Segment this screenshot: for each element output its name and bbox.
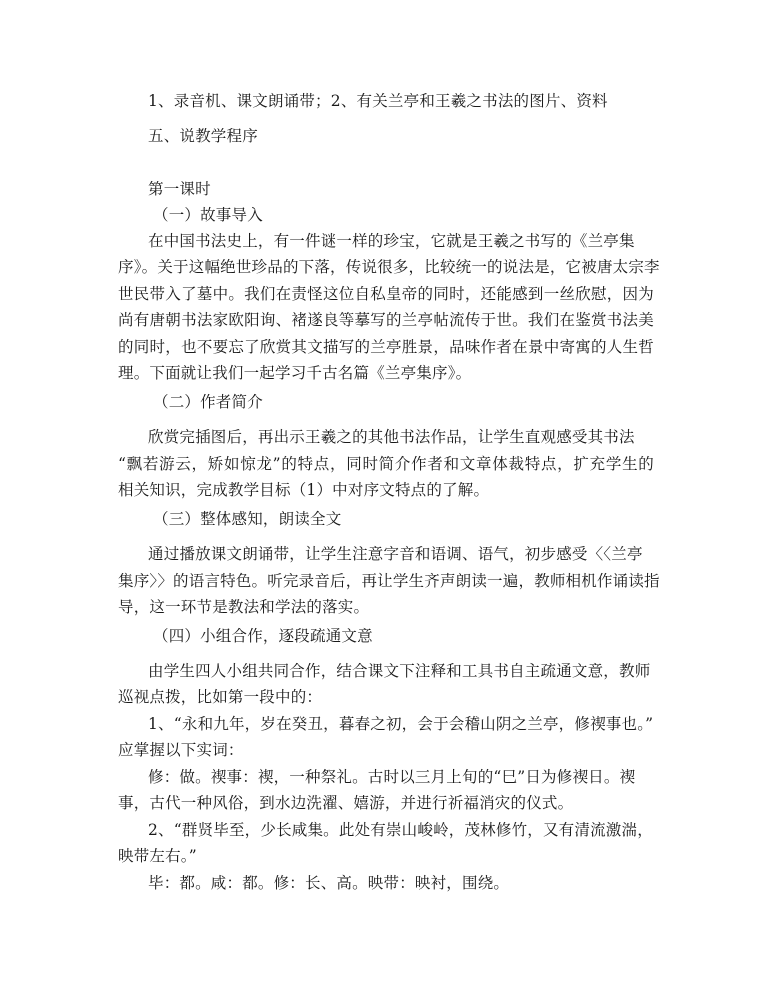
subsection-heading: （二）作者简介	[153, 393, 263, 411]
subsection-heading: （三）整体感知，朗读全文	[153, 510, 342, 528]
vocabulary-line: 修：做。禊事：禊，一种祭礼。古时以三月上旬的“巳”日为修禊日。禊	[148, 768, 636, 786]
paragraph-line: 序》。关于这幅绝世珍品的下落，传说很多，比较统一的说法是，它被唐太宗李	[118, 258, 660, 276]
paragraph-line: 集序〉〉的语言特色。听完录音后，再让学生齐声朗读一遍，教师相机作诵读指	[118, 572, 660, 590]
paragraph-line: 通过播放课文朗诵带，让学生注意字音和语调、语气，初步感受〈〈兰亭	[148, 545, 643, 563]
paragraph-line: 欣赏完插图后，再出示王羲之的其他书法作品，让学生直观感受其书法	[148, 428, 635, 446]
paragraph-line: 相关知识，完成教学目标（1）中对序文特点的了解。	[118, 481, 490, 499]
subsection-heading: （四）小组合作，逐段疏通文意	[153, 627, 373, 645]
subsection-heading: （一）故事导入	[153, 206, 263, 224]
paragraph-line: 在中国书法史上，有一件谜一样的珍宝，它就是王羲之书写的《兰亭集	[148, 232, 635, 250]
quoted-sentence: 2、“群贤毕至，少长咸集。此处有崇山峻岭，茂林修竹，又有清流激湍，	[148, 821, 653, 839]
section-heading: 五、说教学程序	[148, 127, 258, 145]
materials-line: 1、录音机、课文朗诵带；2、有关兰亭和王羲之书法的图片、资料	[148, 92, 608, 110]
quoted-sentence: 1、“永和九年，岁在癸丑，暮春之初，会于会稽山阴之兰亭，修禊事也。”	[148, 715, 654, 733]
paragraph-line: 导，这一环节是教法和学法的落实。	[118, 598, 370, 616]
paragraph-line: 理。下面就让我们一起学习千古名篇《兰亭集序》。	[118, 364, 472, 382]
paragraph-line: “飘若游云，矫如惊龙”的特点，同时简介作者和文章体裁特点，扩充学生的	[118, 455, 654, 473]
paragraph-line: 的同时，也不要忘了欣赏其文描写的兰亭胜景，品味作者在景中寄寓的人生哲	[118, 338, 654, 356]
paragraph-line: 由学生四人小组共同合作，结合课文下注释和工具书自主疏通文意，教师	[148, 662, 651, 680]
lesson-title: 第一课时	[148, 180, 211, 198]
paragraph-line: 尚有唐朝书法家欧阳询、褚遂良等摹写的兰亭帖流传于世。我们在鉴赏书法美	[118, 311, 654, 329]
vocabulary-line: 毕：都。咸：都。修：长、高。映带：映衬，围绕。	[148, 874, 510, 892]
paragraph-line: 应掌握以下实词：	[118, 741, 244, 759]
vocabulary-line: 事，古代一种风俗，到水边洗濯、嬉游，并进行祈福消灾的仪式。	[118, 794, 574, 812]
paragraph-line: 巡视点拨，比如第一段中的：	[118, 688, 323, 706]
paragraph-line: 映带左右。”	[118, 847, 197, 865]
paragraph-line: 世民带入了墓中。我们在责怪这位自私皇帝的同时，还能感到一丝欣慰，因为	[118, 285, 654, 303]
